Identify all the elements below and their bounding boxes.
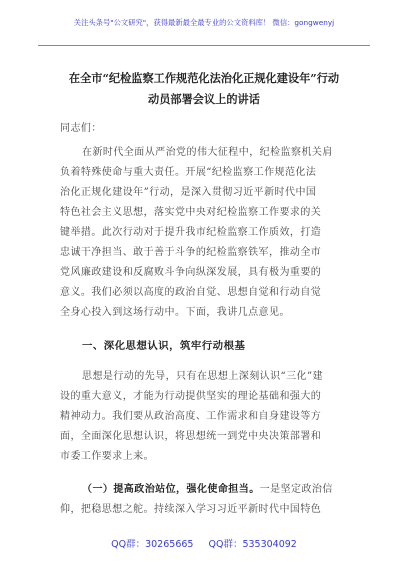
paragraph-line: 市委工作要求上来。 (60, 451, 155, 462)
subsection-1-line-1 (82, 483, 360, 497)
subsection-heading: （一）提高政治站位，强化使命担当。 (82, 484, 260, 495)
title-line-1: 在全市“纪检监察工作规范化法治化正规化建设年”行动 (68, 71, 340, 85)
paragraph-line: 在新时代全面从严治党的伟大征程中，纪检监察机关肩 (82, 147, 333, 158)
subsection-text: 一是坚定政治信 (259, 484, 333, 495)
section-heading-1: 一、深化思想认识，筑牢行动根基 (82, 340, 246, 352)
paragraph-line: 精神动力。我们要从政治高度、工作需求和自身建设等方 (60, 411, 322, 422)
paragraph-line: 党风廉政建设和反腐败斗争向纵深发展，具有极为重要的 (60, 267, 322, 278)
paragraph-line: 键举措。此次行动对于提升我市纪检监察工作质效，打造 (60, 227, 322, 238)
paragraph-line: 设的重大意义，才能为行动提供坚实的理论基础和强大的 (60, 391, 322, 402)
salutation: 同志们： (60, 123, 102, 134)
paragraph-line: 负着特殊使命与重大责任。开展“纪检监察工作规范化法 (60, 167, 317, 178)
paragraph-line: 思想是行动的先导，只有在思想上深刻认识“三化”建 (82, 371, 324, 382)
subsection-1-line-2: 仰，把稳思想之舵。持续深入学习习近平新时代中国特色 (60, 504, 322, 515)
paragraph-line: 面，全面深化思想认识，将思想统一到党中央决策部署和 (60, 431, 322, 442)
paragraph-line: 忠诚干净担当、敢于善于斗争的纪检监察铁军，推动全市 (60, 247, 322, 258)
header-divider (38, 45, 370, 46)
header-banner: 关注头条号"公文研究"，获得最新最全最专业的公文资料库！ 微信：gongwenyj (73, 18, 335, 27)
footer-qq-group-1: QQ群：30265665 (111, 539, 194, 550)
paragraph-line: 意义。我们必须以高度的政治自觉、思想自觉和行动自觉 (60, 287, 322, 298)
paragraph-line: 全身心投入到这场行动中。下面，我讲几点意见。 (60, 307, 290, 318)
paragraph-line: 特色社会主义思想，落实党中央对纪检监察工作要求的关 (60, 207, 322, 218)
footer (0, 536, 408, 550)
footer-qq-group-2: QQ群：535304092 (208, 539, 297, 550)
paragraph-line: 治化正规化建设年”行动，是深入贯彻习近平新时代中国 (60, 187, 317, 198)
title-line-2: 动员部署会议上的讲话 (148, 92, 260, 106)
